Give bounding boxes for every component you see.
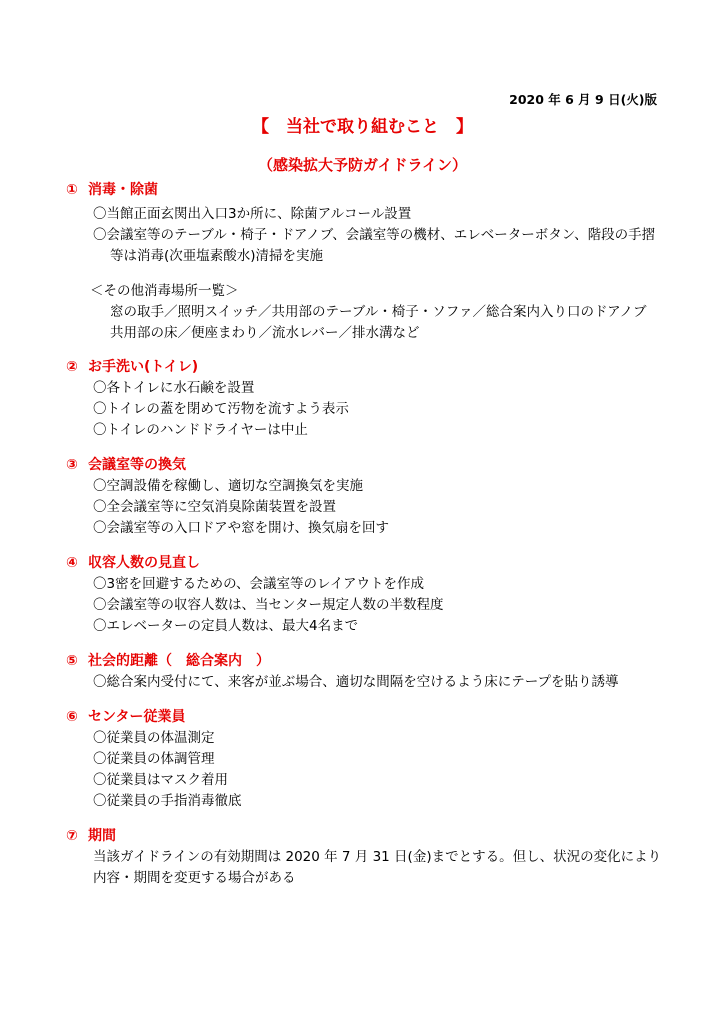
list-item: 〇空調設備を稼働し、適切な空調換気を実施 xyxy=(93,478,363,494)
list-item: 〇会議室等の収容人数は、当センター規定人数の半数程度 xyxy=(93,597,444,613)
list-item: 〇トイレのハンドドライヤーは中止 xyxy=(93,422,308,438)
list-item: 〇当館正面玄関出入口3か所に、除菌アルコール設置 xyxy=(93,206,412,222)
list-item-continuation: 等は消毒(次亜塩素酸水)清掃を実施 xyxy=(110,248,324,264)
section-number: ⑦ xyxy=(66,828,78,844)
page-title: 【 当社で取り組むこと 】 xyxy=(252,117,473,137)
section-heading-social-distance xyxy=(66,651,270,671)
section-number: ③ xyxy=(66,457,78,473)
section-heading-capacity xyxy=(66,553,200,573)
section-title: 社会的距離（ 総合案内 ） xyxy=(88,653,270,669)
other-locations-line: 窓の取手／照明スイッチ／共用部のテーブル・椅子・ソファ／総合案内入り口のドアノブ xyxy=(110,304,647,320)
section-number: ⑤ xyxy=(66,653,78,669)
section-number: ① xyxy=(66,182,78,198)
other-locations-heading: ＜その他消毒場所一覧＞ xyxy=(90,283,239,299)
list-item: 〇従業員の体調管理 xyxy=(93,751,215,767)
list-item: 〇会議室等の入口ドアや窓を開け、換気扇を回す xyxy=(93,520,390,536)
section-title: 期間 xyxy=(88,828,116,844)
section-title: 収容人数の見直し xyxy=(88,555,200,571)
section-number: ⑥ xyxy=(66,709,78,725)
period-text: 当該ガイドラインの有効期間は 2020 年 7 月 31 日(金)までとする。但し、状況の変化により xyxy=(93,849,662,865)
list-item: 〇エレベーターの定員人数は、最大4名まで xyxy=(93,618,359,634)
other-locations-line: 共用部の床／便座まわり／流水レバー／排水溝など xyxy=(110,325,420,341)
section-title: 消毒・除菌 xyxy=(88,182,158,198)
section-number: ④ xyxy=(66,555,78,571)
list-item: 〇全会議室等に空気消臭除菌装置を設置 xyxy=(93,499,336,515)
section-heading-staff xyxy=(66,707,185,727)
list-item: 〇従業員の体温測定 xyxy=(93,730,215,746)
section-heading-disinfection xyxy=(66,180,158,200)
list-item: 〇トイレの蓋を閉めて汚物を流すよう表示 xyxy=(93,401,349,417)
list-item: 〇総合案内受付にて、来客が並ぶ場合、適切な間隔を空けるよう床にテープを貼り誘導 xyxy=(93,674,619,690)
section-heading-period xyxy=(66,826,116,846)
section-heading-restroom xyxy=(66,357,198,377)
section-heading-ventilation xyxy=(66,455,186,475)
section-title: 会議室等の換気 xyxy=(88,457,186,473)
list-item: 〇会議室等のテーブル・椅子・ドアノブ、会議室等の機材、エレベーターボタン、階段の手摺 xyxy=(93,227,656,243)
document-date: 2020 年 6 月 9 日(火)版 xyxy=(509,92,657,107)
section-number: ② xyxy=(66,359,78,375)
section-title: センター従業員 xyxy=(88,709,186,725)
list-item: 〇従業員はマスク着用 xyxy=(93,772,228,788)
period-text: 内容・期間を変更する場合がある xyxy=(93,870,296,886)
section-title: お手洗い(トイレ) xyxy=(88,359,199,375)
list-item: 〇従業員の手指消毒徹底 xyxy=(93,793,242,809)
list-item: 〇3密を回避するための、会議室等のレイアウトを作成 xyxy=(93,576,424,592)
list-item: 〇各トイレに水石鹸を設置 xyxy=(93,380,255,396)
page-subtitle: （感染拡大予防ガイドライン） xyxy=(257,156,468,174)
